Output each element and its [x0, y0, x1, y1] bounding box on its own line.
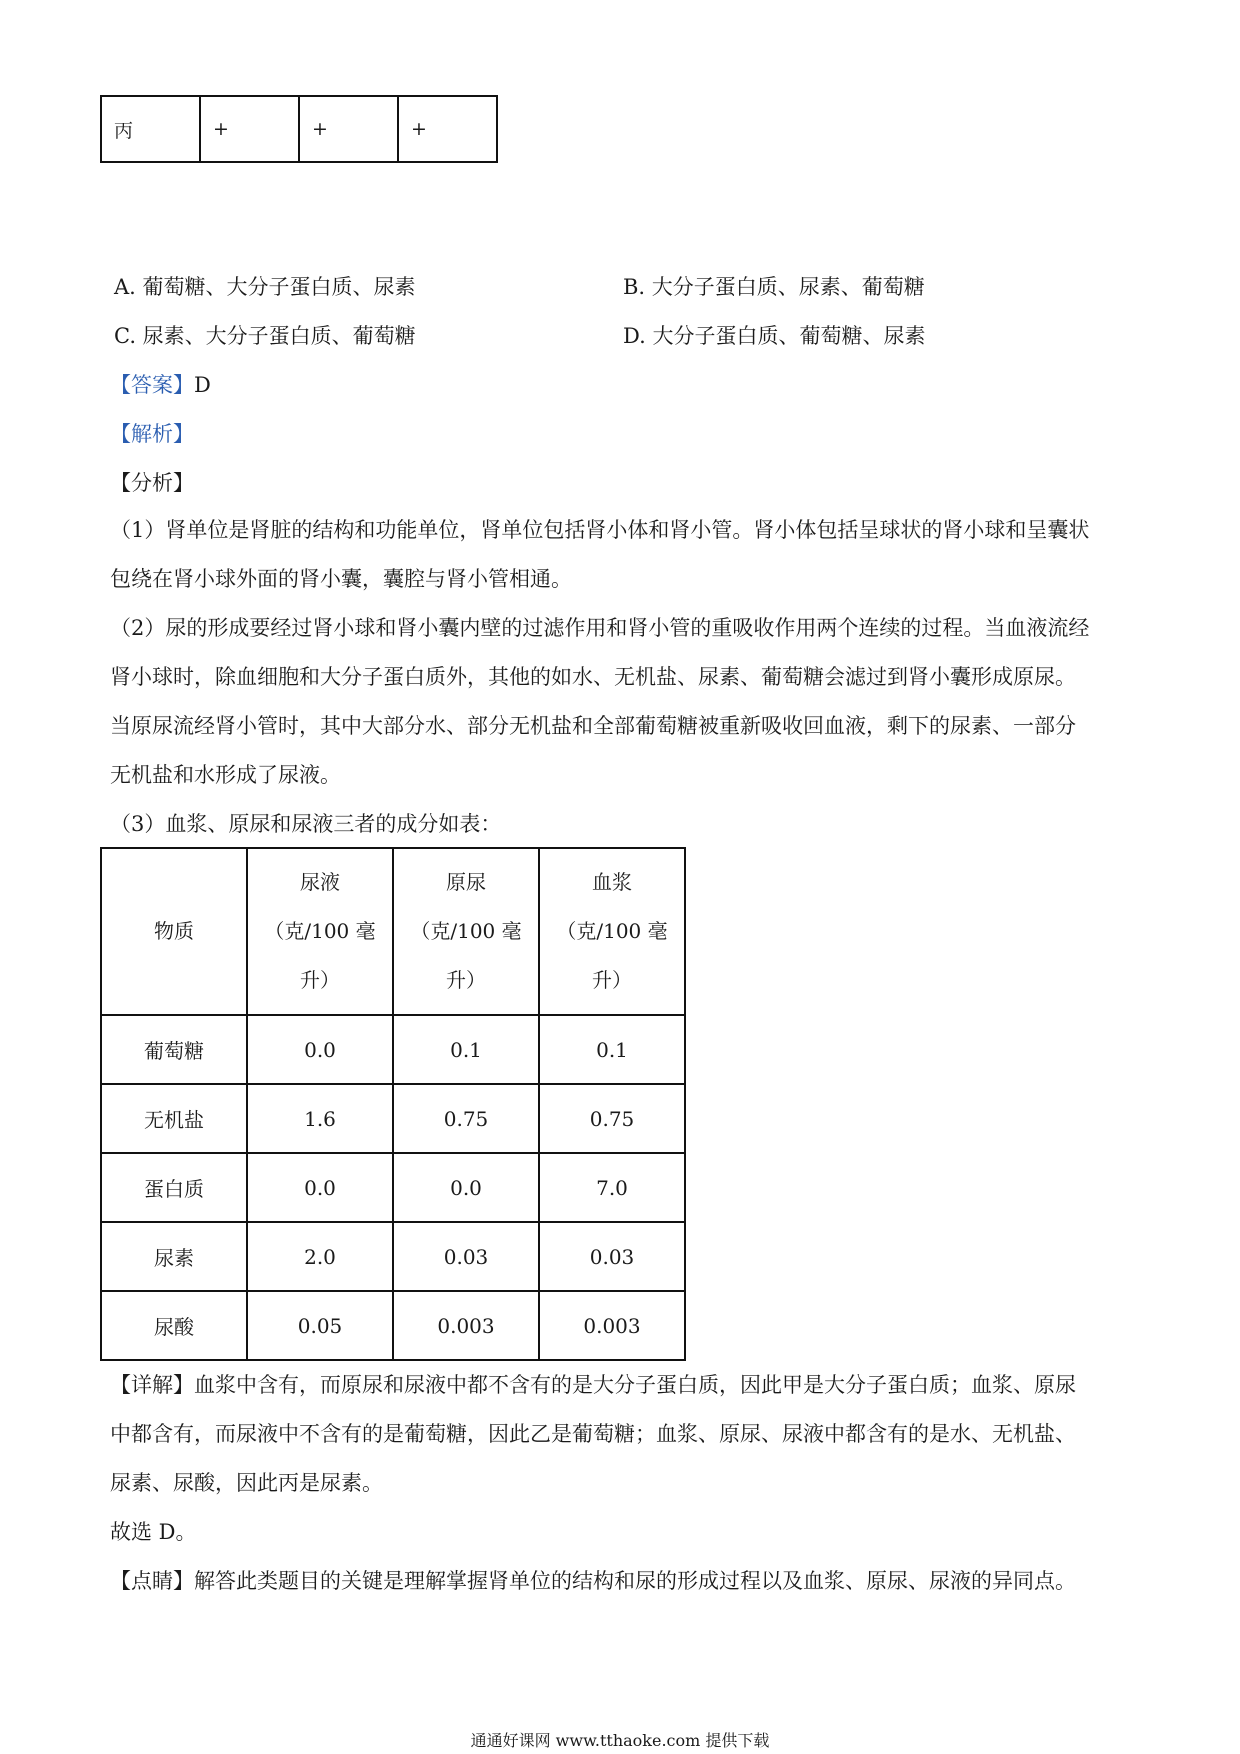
option-a: A. 葡萄糖、大分子蛋白质、尿素: [114, 275, 416, 299]
paragraph-line: （1）肾单位是肾脏的结构和功能单位，肾单位包括肾小体和肾小管。肾小体包括呈球状的肾小球和呈囊状: [110, 518, 1090, 542]
table-cell: 0.003: [539, 1291, 685, 1360]
composition-table: [100, 847, 686, 1361]
table-cell: 0.0: [247, 1015, 393, 1084]
table-row: [101, 1291, 685, 1360]
table-cell: 葡萄糖: [101, 1015, 247, 1084]
table-row: [101, 1222, 685, 1291]
table-cell: 0.05: [247, 1291, 393, 1360]
table-cell: 无机盐: [101, 1084, 247, 1153]
table-cell: 丙: [101, 96, 200, 162]
table-row: [101, 1153, 685, 1222]
table-cell: 0.03: [539, 1222, 685, 1291]
paragraph-line: 【详解】血浆中含有，而原尿和尿液中都不含有的是大分子蛋白质，因此甲是大分子蛋白质；血浆、原尿: [110, 1373, 1076, 1397]
header-line: 升）: [300, 968, 340, 992]
header-cell-primary-urine: [393, 848, 539, 1015]
table-cell: 尿酸: [101, 1291, 247, 1360]
table-cell: 0.1: [393, 1015, 539, 1084]
answer-line: [110, 369, 211, 399]
table-cell: 0.03: [393, 1222, 539, 1291]
header-cell-plasma: [539, 848, 685, 1015]
table-row: [101, 96, 497, 162]
page-footer: 通通好课网 www.tthaoke.com 提供下载: [470, 1731, 770, 1750]
table-row: [101, 1084, 685, 1153]
table-cell: +: [299, 96, 398, 162]
paragraph-line: （2）尿的形成要经过肾小球和肾小囊内壁的过滤作用和肾小管的重吸收作用两个连续的过程。当血液流经: [110, 616, 1090, 640]
paragraph-2: [110, 604, 1089, 800]
table-cell: +: [200, 96, 299, 162]
header-line: 升）: [446, 968, 486, 992]
table-cell: 0.1: [539, 1015, 685, 1084]
analysis-label: 【解析】: [110, 422, 194, 446]
table-cell: 2.0: [247, 1222, 393, 1291]
paragraph-3: （3）血浆、原尿和尿液三者的成分如表：: [110, 812, 502, 836]
table-cell: 0.003: [393, 1291, 539, 1360]
answer-label: 【答案】: [110, 373, 194, 397]
header-line: 升）: [592, 968, 632, 992]
table-header-row: [101, 848, 685, 1015]
table-row: [101, 1015, 685, 1084]
detail-paragraph: [110, 1361, 1076, 1508]
paragraph-line: 尿素、尿酸，因此丙是尿素。: [110, 1471, 383, 1495]
header-cell-substance: 物质: [101, 848, 247, 1015]
conclusion: 故选 D。: [110, 1520, 197, 1544]
top-table: [100, 95, 498, 163]
tip-paragraph: 【点睛】解答此类题目的关键是理解掌握肾单位的结构和尿的形成过程以及血浆、原尿、尿液的异同点。: [110, 1569, 1076, 1593]
table-cell: 0.75: [393, 1084, 539, 1153]
paragraph-line: 无机盐和水形成了尿液。: [110, 763, 341, 787]
fenxi-label: 【分析】: [110, 471, 194, 495]
paragraph-line: 当原尿流经肾小管时，其中大部分水、部分无机盐和全部葡萄糖被重新吸收回血液，剩下的尿素、一部分: [110, 714, 1076, 738]
table-cell: 0.0: [393, 1153, 539, 1222]
header-line: 原尿: [446, 870, 486, 894]
header-line: （克/100 毫: [410, 919, 522, 943]
header-line: （克/100 毫: [264, 919, 376, 943]
option-c: C. 尿素、大分子蛋白质、葡萄糖: [114, 324, 416, 348]
table-cell: 0.0: [247, 1153, 393, 1222]
table-cell: 尿素: [101, 1222, 247, 1291]
paragraph-line: 中都含有，而尿液中不含有的是葡萄糖，因此乙是葡萄糖；血浆、原尿、尿液中都含有的是水、无机盐、: [110, 1422, 1076, 1446]
table-cell: 蛋白质: [101, 1153, 247, 1222]
option-d: D. 大分子蛋白质、葡萄糖、尿素: [623, 324, 926, 348]
option-b: B. 大分子蛋白质、尿素、葡萄糖: [623, 275, 925, 299]
header-line: 血浆: [592, 870, 632, 894]
table-cell: +: [398, 96, 497, 162]
answer-value: D: [194, 373, 211, 397]
paragraph-line: 肾小球时，除血细胞和大分子蛋白质外，其他的如水、无机盐、尿素、葡萄糖会滤过到肾小囊形成原尿。: [110, 665, 1076, 689]
paragraph-line: 包绕在肾小球外面的肾小囊，囊腔与肾小管相通。: [110, 567, 572, 591]
paragraph-1: [110, 506, 1089, 604]
table-cell: 1.6: [247, 1084, 393, 1153]
table-cell: 0.75: [539, 1084, 685, 1153]
header-line: 尿液: [300, 870, 340, 894]
header-cell-urine: [247, 848, 393, 1015]
header-line: （克/100 毫: [556, 919, 668, 943]
table-cell: 7.0: [539, 1153, 685, 1222]
